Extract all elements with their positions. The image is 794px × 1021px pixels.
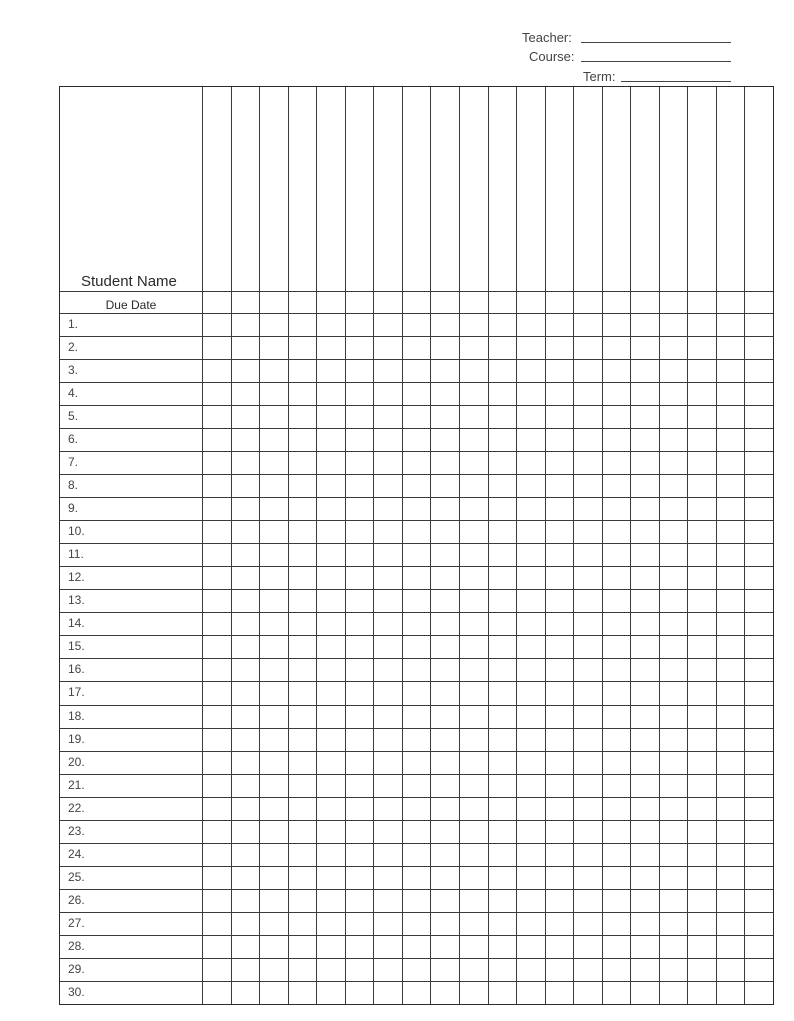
student-row-number: 30. <box>68 984 85 999</box>
due-date-label: Due Date <box>105 298 157 312</box>
student-row-number: 24. <box>68 846 85 861</box>
header-divider <box>60 291 773 292</box>
row-divider <box>60 843 773 844</box>
row-divider <box>60 543 773 544</box>
row-divider <box>60 681 773 682</box>
course-field[interactable] <box>529 49 575 65</box>
row-divider <box>60 958 773 959</box>
student-row-number: 2. <box>68 340 79 355</box>
row-divider <box>60 981 773 982</box>
row-divider <box>60 658 773 659</box>
student-row-number: 29. <box>68 961 85 976</box>
student-row-number: 7. <box>68 455 79 470</box>
term-blank-line[interactable] <box>621 81 731 82</box>
row-divider <box>60 359 773 360</box>
teacher-blank-line[interactable] <box>581 42 731 43</box>
row-divider <box>60 820 773 821</box>
row-divider <box>60 474 773 475</box>
row-divider <box>60 566 773 567</box>
student-row-number: 13. <box>68 593 85 608</box>
row-divider <box>60 405 773 406</box>
student-row-number: 12. <box>68 570 85 585</box>
course-label: Course: <box>529 49 575 64</box>
row-divider <box>60 935 773 936</box>
row-divider <box>60 705 773 706</box>
teacher-label: Teacher: <box>522 30 572 45</box>
row-divider <box>60 382 773 383</box>
row-divider <box>60 589 773 590</box>
student-row-number: 21. <box>68 777 85 792</box>
student-row-number: 26. <box>68 892 85 907</box>
student-row-number: 9. <box>68 501 79 516</box>
row-divider <box>60 774 773 775</box>
student-row-number: 3. <box>68 363 79 378</box>
row-divider <box>60 612 773 613</box>
student-row-number: 10. <box>68 524 85 539</box>
student-row-number: 19. <box>68 731 85 746</box>
student-row-number: 28. <box>68 938 85 953</box>
student-row-number: 1. <box>68 317 79 331</box>
row-divider <box>60 520 773 521</box>
due-date-divider <box>60 313 773 314</box>
student-row-number: 22. <box>68 800 85 815</box>
student-row-number: 6. <box>68 432 79 447</box>
row-divider <box>60 728 773 729</box>
student-row-number: 5. <box>68 409 79 424</box>
row-divider <box>60 866 773 867</box>
student-row-number: 11. <box>68 547 84 562</box>
row-divider <box>60 797 773 798</box>
student-row-number: 20. <box>68 754 85 769</box>
row-divider <box>60 497 773 498</box>
course-blank-line[interactable] <box>581 61 731 62</box>
term-field[interactable] <box>583 69 616 85</box>
row-divider <box>60 336 773 337</box>
term-label: Term: <box>583 69 616 84</box>
grade-grid <box>59 86 774 1005</box>
row-divider <box>60 751 773 752</box>
student-name-header: Student Name <box>81 273 177 290</box>
student-row-number: 8. <box>68 478 79 493</box>
student-row-number: 17. <box>68 685 85 700</box>
student-row-number: 14. <box>68 616 85 631</box>
student-row-number: 25. <box>68 869 85 884</box>
teacher-field[interactable] <box>522 30 572 46</box>
student-row-number: 4. <box>68 386 79 401</box>
student-row-number: 27. <box>68 915 85 930</box>
student-row-number: 15. <box>68 639 85 654</box>
row-divider <box>60 428 773 429</box>
row-divider <box>60 889 773 890</box>
student-row-number: 16. <box>68 662 85 677</box>
row-divider <box>60 635 773 636</box>
student-row-number: 23. <box>68 823 85 838</box>
student-row-number: 18. <box>68 708 85 723</box>
row-divider <box>60 912 773 913</box>
row-divider <box>60 451 773 452</box>
